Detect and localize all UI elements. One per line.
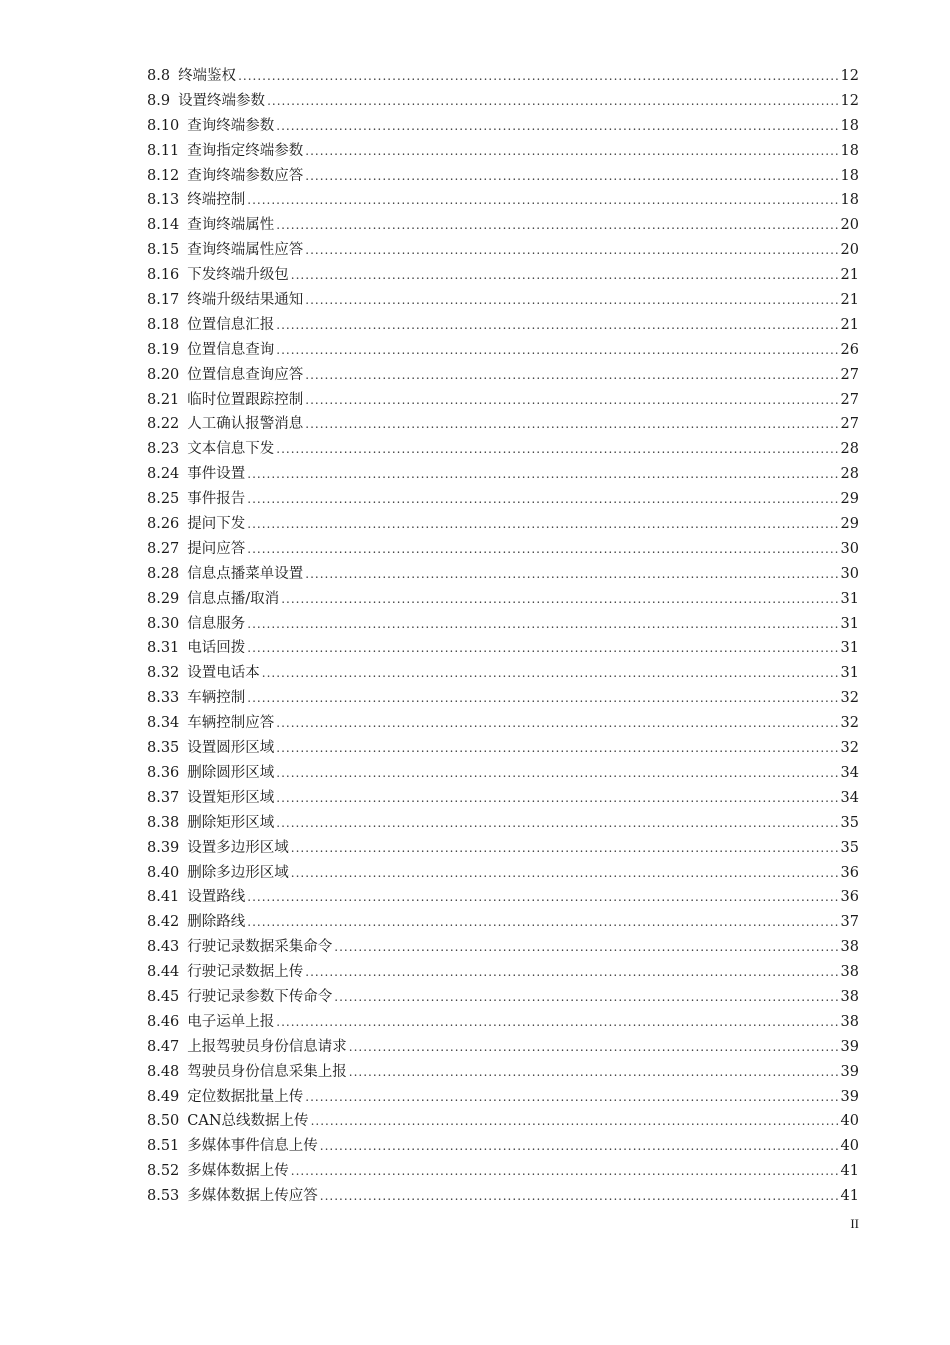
toc-entry-number: 8.21 bbox=[147, 391, 180, 408]
dot-leader bbox=[247, 612, 838, 637]
toc-entry[interactable] bbox=[147, 1010, 859, 1035]
page-number: II bbox=[850, 1216, 859, 1231]
toc-entry-page: 36 bbox=[840, 889, 859, 906]
dot-leader bbox=[305, 363, 838, 388]
dot-leader bbox=[305, 412, 838, 437]
dot-leader bbox=[247, 910, 838, 935]
toc-entry-title: 多媒体事件信息上传 bbox=[187, 1138, 318, 1155]
toc-entry[interactable] bbox=[147, 213, 859, 238]
dot-leader bbox=[276, 736, 838, 761]
toc-entry-number: 8.20 bbox=[147, 366, 180, 383]
dot-leader bbox=[291, 263, 839, 288]
toc-entry-number: 8.10 bbox=[147, 117, 180, 134]
toc-entry[interactable] bbox=[147, 512, 859, 537]
toc-entry-page: 30 bbox=[840, 540, 859, 557]
toc-entry-number: 8.34 bbox=[147, 715, 180, 732]
toc-entry-title: 删除矩形区域 bbox=[187, 814, 275, 831]
toc-entry[interactable] bbox=[147, 1184, 859, 1209]
toc-entry-title: 多媒体数据上传应答 bbox=[187, 1188, 318, 1205]
toc-entry-title: 提问应答 bbox=[187, 540, 246, 557]
toc-entry[interactable] bbox=[147, 960, 859, 985]
toc-entry-title: 定位数据批量上传 bbox=[187, 1088, 304, 1105]
dot-leader bbox=[276, 761, 838, 786]
toc-entry-page: 32 bbox=[840, 740, 859, 757]
toc-entry-title: 设置终端参数 bbox=[178, 92, 266, 109]
dot-leader bbox=[305, 388, 838, 413]
toc-entry-number: 8.22 bbox=[147, 416, 180, 433]
toc-entry-number: 8.39 bbox=[147, 839, 180, 856]
toc-entry-page: 20 bbox=[840, 242, 859, 259]
toc-entry[interactable] bbox=[147, 363, 859, 388]
toc-entry-page: 39 bbox=[840, 1038, 859, 1055]
toc-entry-number: 8.53 bbox=[147, 1188, 180, 1205]
toc-entry-title: 位置信息查询 bbox=[187, 341, 275, 358]
dot-leader bbox=[276, 711, 838, 736]
toc-entry-page: 12 bbox=[840, 92, 859, 109]
toc-entry[interactable] bbox=[147, 188, 859, 213]
toc-entry-page: 27 bbox=[840, 416, 859, 433]
toc-entry-title: 位置信息查询应答 bbox=[187, 366, 304, 383]
toc-entry[interactable] bbox=[147, 1060, 859, 1085]
toc-entry-title: 电话回拨 bbox=[187, 640, 246, 657]
toc-entry-page: 35 bbox=[840, 839, 859, 856]
toc-entry-number: 8.13 bbox=[147, 192, 180, 209]
toc-entry[interactable] bbox=[147, 636, 859, 661]
toc-entry-number: 8.37 bbox=[147, 789, 180, 806]
toc-entry[interactable] bbox=[147, 885, 859, 910]
dot-leader bbox=[349, 1035, 839, 1060]
dot-leader bbox=[334, 935, 838, 960]
toc-entry[interactable] bbox=[147, 1035, 859, 1060]
toc-entry-page: 26 bbox=[840, 341, 859, 358]
toc-entry-page: 37 bbox=[840, 914, 859, 931]
dot-leader bbox=[247, 885, 838, 910]
toc-entry-page: 27 bbox=[840, 366, 859, 383]
dot-leader bbox=[276, 213, 838, 238]
toc-entry-title: 设置多边形区域 bbox=[187, 839, 289, 856]
toc-entry-number: 8.16 bbox=[147, 267, 180, 284]
toc-entry-page: 29 bbox=[840, 491, 859, 508]
toc-entry-title: 提问下发 bbox=[187, 516, 246, 533]
toc-entry[interactable] bbox=[147, 313, 859, 338]
dot-leader bbox=[305, 139, 838, 164]
toc-entry-title: 事件设置 bbox=[187, 466, 246, 483]
toc-entry[interactable] bbox=[147, 811, 859, 836]
dot-leader bbox=[305, 238, 838, 263]
toc-entry-number: 8.9 bbox=[147, 92, 171, 109]
dot-leader bbox=[305, 164, 838, 189]
toc-entry-title: 临时位置跟踪控制 bbox=[187, 391, 304, 408]
toc-entry-page: 28 bbox=[840, 441, 859, 458]
toc-entry[interactable] bbox=[147, 462, 859, 487]
toc-entry-number: 8.29 bbox=[147, 590, 180, 607]
toc-entry[interactable] bbox=[147, 661, 859, 686]
toc-entry-number: 8.44 bbox=[147, 964, 180, 981]
dot-leader bbox=[276, 338, 838, 363]
toc-entry[interactable] bbox=[147, 562, 859, 587]
toc-entry-page: 31 bbox=[840, 590, 859, 607]
toc-entry-page: 31 bbox=[840, 615, 859, 632]
toc-entry-page: 40 bbox=[840, 1138, 859, 1155]
toc-entry-number: 8.45 bbox=[147, 988, 180, 1005]
dot-leader bbox=[291, 861, 839, 886]
dot-leader bbox=[305, 562, 838, 587]
toc-entry-title: 人工确认报警消息 bbox=[187, 416, 304, 433]
toc-entry-title: 信息点播/取消 bbox=[187, 590, 280, 607]
dot-leader bbox=[262, 661, 839, 686]
toc-entry-number: 8.50 bbox=[147, 1113, 180, 1130]
toc-entry-number: 8.27 bbox=[147, 540, 180, 557]
toc-entry-title: 设置矩形区域 bbox=[187, 789, 275, 806]
dot-leader bbox=[267, 89, 838, 114]
toc-entry-title: 设置路线 bbox=[187, 889, 246, 906]
toc-entry-number: 8.46 bbox=[147, 1013, 180, 1030]
toc-entry-title: 位置信息汇报 bbox=[187, 316, 275, 333]
toc-entry-title: 查询终端属性 bbox=[187, 217, 275, 234]
dot-leader bbox=[291, 1159, 839, 1184]
toc-entry-page: 34 bbox=[840, 764, 859, 781]
toc-entry-page: 40 bbox=[840, 1113, 859, 1130]
toc-entry-number: 8.36 bbox=[147, 764, 180, 781]
dot-leader bbox=[305, 960, 838, 985]
toc-entry[interactable] bbox=[147, 487, 859, 512]
toc-entry-title: 文本信息下发 bbox=[187, 441, 275, 458]
toc-entry-page: 31 bbox=[840, 665, 859, 682]
toc-entry-number: 8.38 bbox=[147, 814, 180, 831]
toc-entry[interactable] bbox=[147, 338, 859, 363]
toc-entry-title: 终端升级结果通知 bbox=[187, 292, 304, 309]
toc-entry-number: 8.19 bbox=[147, 341, 180, 358]
toc-entry-page: 27 bbox=[840, 391, 859, 408]
toc-entry[interactable] bbox=[147, 114, 859, 139]
toc-entry-number: 8.24 bbox=[147, 466, 180, 483]
toc-entry-number: 8.40 bbox=[147, 864, 180, 881]
toc-entry-title: 查询终端属性应答 bbox=[187, 242, 304, 259]
toc-entry-title: 查询终端参数 bbox=[187, 117, 275, 134]
toc-entry[interactable] bbox=[147, 910, 859, 935]
toc-entry-page: 20 bbox=[840, 217, 859, 234]
toc-entry[interactable] bbox=[147, 238, 859, 263]
toc-entry[interactable] bbox=[147, 587, 859, 612]
toc-entry-number: 8.49 bbox=[147, 1088, 180, 1105]
dot-leader bbox=[247, 462, 838, 487]
toc-entry-number: 8.52 bbox=[147, 1163, 180, 1180]
toc-entry-title: 信息服务 bbox=[187, 615, 246, 632]
toc-entry-title: 行驶记录参数下传命令 bbox=[187, 988, 333, 1005]
toc-entry[interactable] bbox=[147, 164, 859, 189]
toc-entry-page: 35 bbox=[840, 814, 859, 831]
toc-entry-title: 设置电话本 bbox=[187, 665, 260, 682]
dot-leader bbox=[247, 537, 838, 562]
toc-entry-number: 8.48 bbox=[147, 1063, 180, 1080]
toc-entry-number: 8.25 bbox=[147, 491, 180, 508]
toc-entry-number: 8.14 bbox=[147, 217, 180, 234]
toc-entry-page: 18 bbox=[840, 192, 859, 209]
toc-entry[interactable] bbox=[147, 985, 859, 1010]
dot-leader bbox=[276, 114, 838, 139]
toc-entry-page: 41 bbox=[840, 1188, 859, 1205]
toc-entry-number: 8.30 bbox=[147, 615, 180, 632]
toc-entry-page: 32 bbox=[840, 690, 859, 707]
toc-entry[interactable] bbox=[147, 935, 859, 960]
toc-entry-title: 事件报告 bbox=[187, 491, 246, 508]
toc-entry-page: 18 bbox=[840, 142, 859, 159]
toc-entry[interactable] bbox=[147, 64, 859, 89]
toc-entry-title: CAN总线数据上传 bbox=[187, 1113, 309, 1130]
dot-leader bbox=[291, 836, 839, 861]
dot-leader bbox=[349, 1060, 839, 1085]
toc-entry-title: 电子运单上报 bbox=[187, 1013, 275, 1030]
toc-entry[interactable] bbox=[147, 761, 859, 786]
toc-entry[interactable] bbox=[147, 861, 859, 886]
table-of-contents bbox=[147, 64, 859, 1209]
dot-leader bbox=[276, 786, 838, 811]
toc-entry[interactable] bbox=[147, 412, 859, 437]
toc-entry-number: 8.32 bbox=[147, 665, 180, 682]
toc-entry-title: 删除圆形区域 bbox=[187, 764, 275, 781]
toc-entry-number: 8.35 bbox=[147, 740, 180, 757]
dot-leader bbox=[247, 512, 838, 537]
dot-leader bbox=[247, 636, 838, 661]
toc-entry-number: 8.12 bbox=[147, 167, 180, 184]
toc-entry-page: 38 bbox=[840, 939, 859, 956]
toc-entry[interactable] bbox=[147, 139, 859, 164]
toc-entry-page: 28 bbox=[840, 466, 859, 483]
toc-entry-page: 32 bbox=[840, 715, 859, 732]
toc-entry-title: 查询终端参数应答 bbox=[187, 167, 304, 184]
toc-entry-number: 8.31 bbox=[147, 640, 180, 657]
toc-entry-title: 查询指定终端参数 bbox=[187, 142, 304, 159]
toc-entry-number: 8.41 bbox=[147, 889, 180, 906]
toc-entry-title: 删除路线 bbox=[187, 914, 246, 931]
dot-leader bbox=[320, 1184, 839, 1209]
toc-entry-title: 下发终端升级包 bbox=[187, 267, 289, 284]
toc-entry-number: 8.43 bbox=[147, 939, 180, 956]
toc-entry-page: 34 bbox=[840, 789, 859, 806]
dot-leader bbox=[305, 288, 838, 313]
toc-entry-title: 行驶记录数据采集命令 bbox=[187, 939, 333, 956]
toc-entry-title: 多媒体数据上传 bbox=[187, 1163, 289, 1180]
toc-entry-title: 终端控制 bbox=[187, 192, 246, 209]
dot-leader bbox=[334, 985, 838, 1010]
toc-entry-number: 8.26 bbox=[147, 516, 180, 533]
toc-entry-page: 39 bbox=[840, 1063, 859, 1080]
toc-entry-number: 8.11 bbox=[147, 142, 180, 159]
toc-entry-number: 8.28 bbox=[147, 565, 180, 582]
dot-leader bbox=[247, 686, 838, 711]
toc-entry-title: 设置圆形区域 bbox=[187, 740, 275, 757]
toc-entry-number: 8.15 bbox=[147, 242, 180, 259]
toc-entry[interactable] bbox=[147, 1134, 859, 1159]
toc-entry[interactable] bbox=[147, 612, 859, 637]
toc-entry-number: 8.18 bbox=[147, 316, 180, 333]
toc-entry-page: 41 bbox=[840, 1163, 859, 1180]
dot-leader bbox=[247, 487, 838, 512]
toc-entry[interactable] bbox=[147, 537, 859, 562]
dot-leader bbox=[305, 1085, 838, 1110]
toc-entry[interactable] bbox=[147, 1159, 859, 1184]
toc-entry-page: 31 bbox=[840, 640, 859, 657]
toc-entry-title: 驾驶员身份信息采集上报 bbox=[187, 1063, 347, 1080]
toc-entry-page: 21 bbox=[840, 267, 859, 284]
toc-entry-title: 上报驾驶员身份信息请求 bbox=[187, 1038, 347, 1055]
toc-entry-number: 8.23 bbox=[147, 441, 180, 458]
toc-entry-title: 车辆控制应答 bbox=[187, 715, 275, 732]
toc-entry-page: 18 bbox=[840, 117, 859, 134]
toc-entry-number: 8.42 bbox=[147, 914, 180, 931]
toc-entry-page: 29 bbox=[840, 516, 859, 533]
toc-entry[interactable] bbox=[147, 1109, 859, 1134]
toc-entry-page: 38 bbox=[840, 964, 859, 981]
toc-entry[interactable] bbox=[147, 836, 859, 861]
toc-entry-number: 8.47 bbox=[147, 1038, 180, 1055]
toc-entry-title: 终端鉴权 bbox=[178, 68, 237, 84]
toc-entry-title: 行驶记录数据上传 bbox=[187, 964, 304, 981]
toc-entry-page: 38 bbox=[840, 1013, 859, 1030]
dot-leader bbox=[320, 1134, 839, 1159]
toc-entry-page: 12 bbox=[840, 68, 859, 84]
toc-entry[interactable] bbox=[147, 89, 859, 114]
toc-entry-page: 21 bbox=[840, 316, 859, 333]
toc-entry-page: 21 bbox=[840, 292, 859, 309]
toc-entry[interactable] bbox=[147, 711, 859, 736]
dot-leader bbox=[247, 188, 838, 213]
toc-entry[interactable] bbox=[147, 686, 859, 711]
toc-entry-page: 18 bbox=[840, 167, 859, 184]
toc-entry[interactable] bbox=[147, 288, 859, 313]
toc-entry[interactable] bbox=[147, 388, 859, 413]
toc-entry[interactable] bbox=[147, 263, 859, 288]
toc-entry-number: 8.8 bbox=[147, 68, 171, 84]
dot-leader bbox=[276, 1010, 838, 1035]
toc-entry-title: 车辆控制 bbox=[187, 690, 246, 707]
toc-entry-page: 39 bbox=[840, 1088, 859, 1105]
toc-entry-number: 8.51 bbox=[147, 1138, 180, 1155]
dot-leader bbox=[311, 1109, 839, 1134]
toc-entry-number: 8.17 bbox=[147, 292, 180, 309]
dot-leader bbox=[281, 587, 838, 612]
toc-entry[interactable] bbox=[147, 437, 859, 462]
toc-entry-title: 信息点播菜单设置 bbox=[187, 565, 304, 582]
toc-entry-number: 8.33 bbox=[147, 690, 180, 707]
toc-entry[interactable] bbox=[147, 736, 859, 761]
dot-leader bbox=[276, 313, 838, 338]
dot-leader bbox=[276, 437, 838, 462]
dot-leader bbox=[276, 811, 838, 836]
dot-leader bbox=[238, 64, 838, 89]
toc-entry-page: 30 bbox=[840, 565, 859, 582]
toc-entry[interactable] bbox=[147, 786, 859, 811]
toc-entry[interactable] bbox=[147, 1085, 859, 1110]
toc-entry-page: 38 bbox=[840, 988, 859, 1005]
toc-entry-page: 36 bbox=[840, 864, 859, 881]
toc-entry-title: 删除多边形区域 bbox=[187, 864, 289, 881]
